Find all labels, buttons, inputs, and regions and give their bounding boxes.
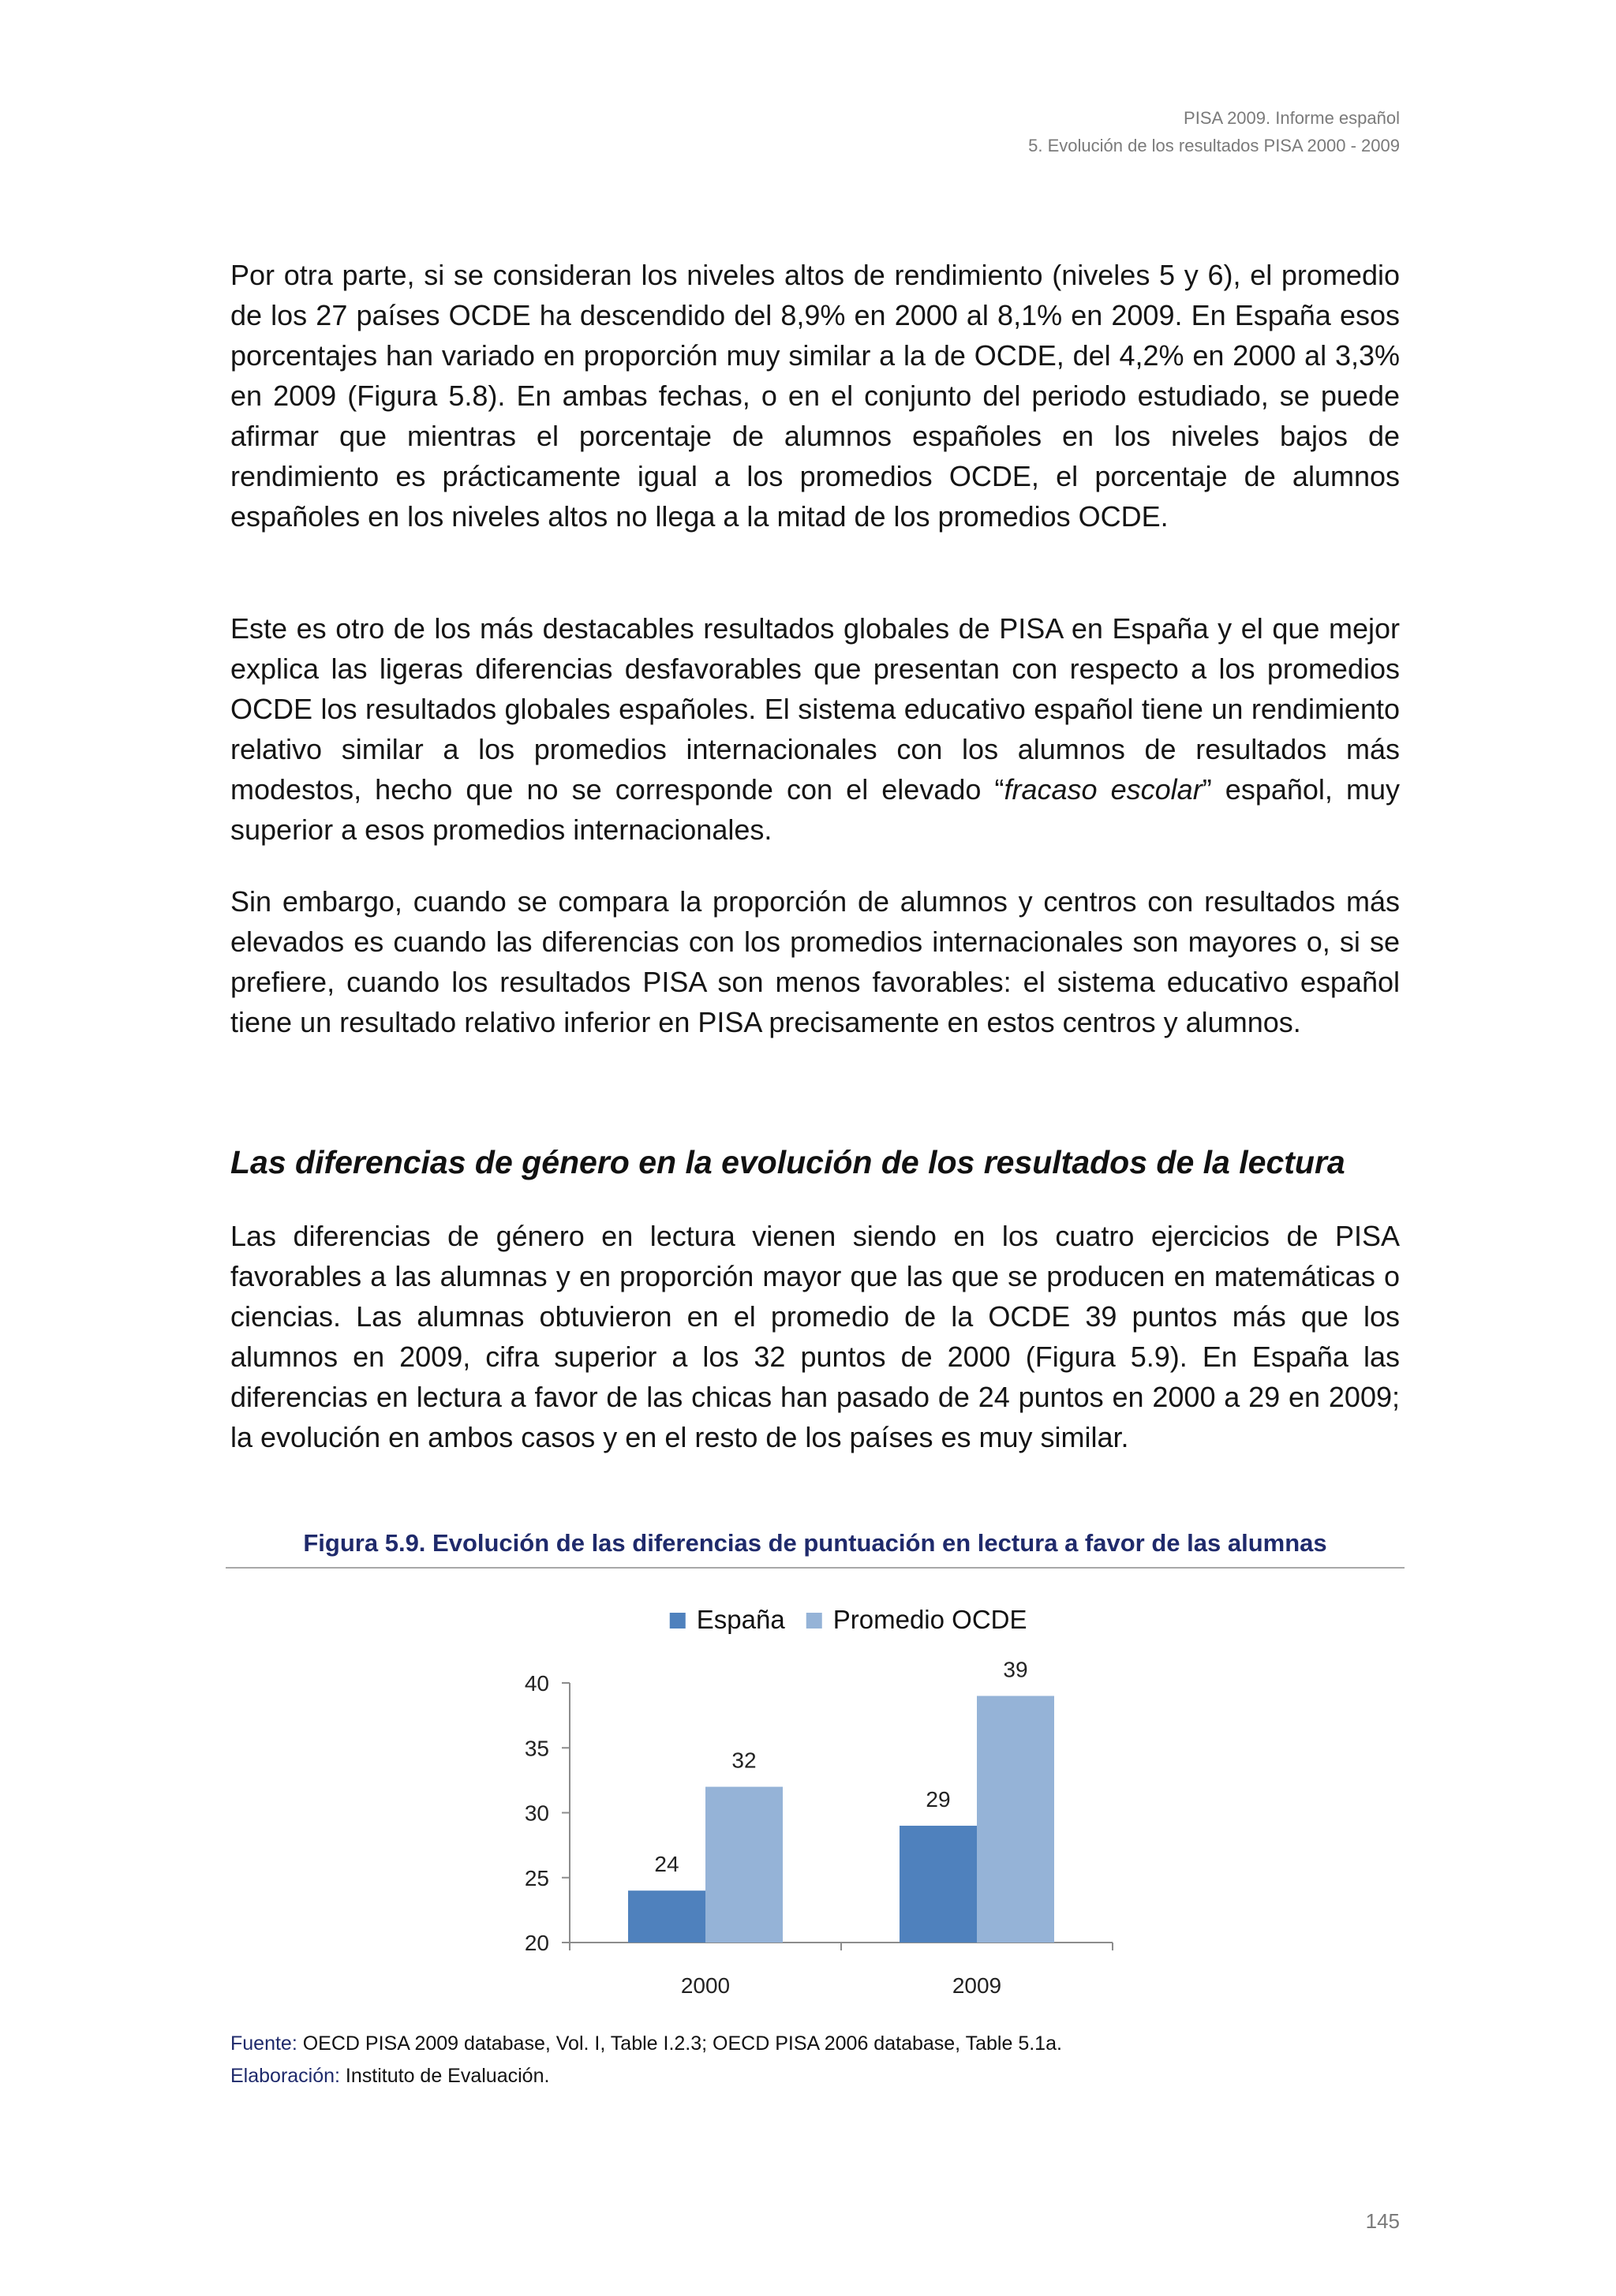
legend-label: España (696, 1605, 785, 1634)
bar-data-label: 29 (926, 1786, 951, 1812)
figure-caption: Figura 5.9. Evolución de las diferencias de puntuación en lectura a favor de las alumnas (303, 1529, 1327, 1557)
italic-term: fracaso escolar (1004, 773, 1203, 806)
page-number: 145 (1365, 2209, 1400, 2233)
elaboration-label: Elaboración: (230, 2065, 340, 2087)
paragraph-niveles-altos: Por otra parte, si se consideran los niveles altos de rendimiento (niveles 5 y 6), el promedio de los 27 países OCDE ha descendido del 8,9% en 2000 al 8,1% en 2009. En España esos porcentajes han variado en proporción muy similar a la de OCDE, del 4,2% en 2000 al 3,3% en 2009 (Figura 5.8). En ambas fechas, o en el conjunto del periodo estudiado, se puede afirmar que mientras el porcentaje de alumnos españoles en los niveles bajos de rendimiento es prácticamente igual a los promedios OCDE, el porcentaje de alumnos españoles en los niveles altos no llega a la mitad de los promedios OCDE. (230, 259, 1400, 533)
paragraph-diferencias-genero: Las diferencias de género en lectura vienen siendo en los cuatro ejercicios de PISA favorables a las alumnas y en proporción mayor que las que se producen en matemáticas o ciencias. Las alumnas obtuvieron en el promedio de la OCDE 39 puntos más que los alumnos en 2009, cifra superior a los 32 puntos de 2000 (Figura 5.9). En España las diferencias en lectura a favor de las chicas han pasado de 24 puntos en 2000 a 29 en 2009; la evolución en ambos casos y en el resto de los países es muy similar. (230, 1220, 1400, 1453)
bar (900, 1826, 977, 1943)
bar (705, 1787, 783, 1943)
y-tick-label: 30 (524, 1801, 549, 1826)
legend-label: Promedio OCDE (832, 1605, 1027, 1634)
bar (977, 1696, 1054, 1943)
source-line (230, 2028, 1062, 2059)
section-heading: Las diferencias de género en la evolución de los resultados de la lectura (230, 1144, 1345, 1180)
running-header-title: PISA 2009. Informe español (1184, 108, 1400, 128)
elaboration-text: Instituto de Evaluación. (339, 2065, 550, 2087)
bar-data-label: 24 (654, 1852, 679, 1877)
x-tick-label: 2009 (952, 1973, 1002, 1998)
bar (628, 1890, 705, 1943)
y-tick-label: 20 (524, 1931, 549, 1955)
x-tick-label: 2000 (680, 1973, 731, 1998)
paragraph-resultados-elevados: Sin embargo, cuando se compara la proporción de alumnos y centros con resultados más elevados es cuando las diferencias con los promedios internacionales son mayores o, si se prefiere, cuando los resultados PISA son menos favorables: el sistema educativo español tiene un resultado relativo inferior en PISA precisamente en estos centros y alumnos. (230, 885, 1400, 1038)
source-label: Fuente: (230, 2032, 297, 2055)
paragraph-text: ” español, muy superior a esos promedios internacionales. (230, 773, 1401, 846)
bar-data-label: 39 (1003, 1657, 1028, 1682)
running-header-chapter: 5. Evolución de los resultados PISA 2000 - 2009 (1028, 136, 1400, 155)
y-tick-label: 40 (524, 1671, 549, 1696)
source-text: OECD PISA 2009 database, Vol. I, Table I.2.3; OECD PISA 2006 database, Table 5.1a. (297, 2032, 1062, 2055)
y-tick-label: 35 (524, 1736, 549, 1761)
legend-swatch (670, 1613, 686, 1629)
y-tick-label: 25 (524, 1865, 549, 1890)
elaboration-line (230, 2060, 549, 2092)
paragraph-text: Este es otro de los más destacables resultados globales de PISA en España y el que mejor explica las ligeras diferencias desfavorables que presentan con respecto a los promedios OCDE los resultados globales españoles. El sistema educativo español tiene un rendimiento relativo similar a los promedios internacionales con los alumnos de resultados más modestos, hecho que no se corresponde con el elevado “ (230, 612, 1400, 806)
bar-data-label: 32 (731, 1748, 757, 1773)
legend-swatch (806, 1613, 822, 1629)
